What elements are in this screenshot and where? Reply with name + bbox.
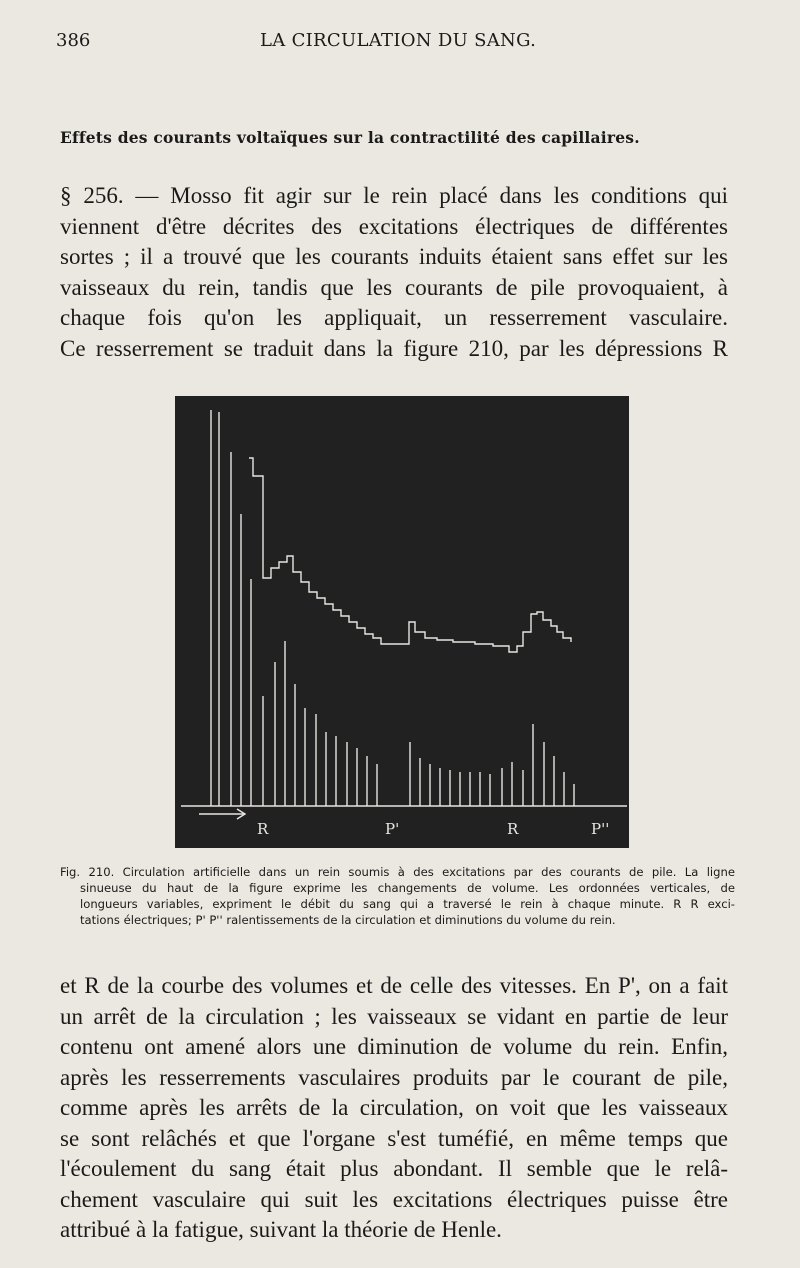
flow-ordinates xyxy=(211,410,574,806)
kymograph-trace xyxy=(175,396,629,848)
caption-line: sinueuse du haut de la figure exprime les changements de volume. Les ordonnées verticales, de xyxy=(80,881,735,895)
text-line: chaque fois qu'on les appliquait, un resserrement vasculaire. xyxy=(60,305,728,330)
text-line: se sont relâchés et que l'organe s'est tuméfié, en même temps que xyxy=(60,1125,728,1151)
figure-label-p2: P'' xyxy=(591,820,610,838)
figure-label-r2: R xyxy=(507,820,519,838)
text-line: l'écoulement du sang était plus abondant. Il semble que le relâ- xyxy=(60,1156,728,1181)
paragraph-2 xyxy=(60,971,728,1246)
text-line: un arrêt de la circulation ; les vaisseaux se vidant en partie de leur xyxy=(60,1003,728,1029)
figure-210 xyxy=(175,396,629,848)
figure-caption xyxy=(60,864,735,928)
text-line: sortes ; il a trouvé que les courants induits étaient sans effet sur les xyxy=(60,244,728,269)
text-line: viennent d'être décrites des excitations électriques de différentes xyxy=(60,213,728,239)
running-title: LA CIRCULATION DU SANG. xyxy=(260,30,537,51)
caption-line: longueurs variables, expriment le débit du sang qui a traversé le rein à chaque minute. R R exci- xyxy=(80,897,735,911)
text-line: et R de la courbe des volumes et de celle des vitesses. En P', on a fait xyxy=(60,973,728,998)
figure-label-r1: R xyxy=(257,820,269,838)
text-line: comme après les arrêts de la circulation, on voit que les vaisseaux xyxy=(60,1095,728,1120)
text-line: § 256. — Mosso fit agir sur le rein placé dans les conditions qui xyxy=(60,183,728,208)
text-line: chement vasculaire qui suit les excitations électriques puisse être xyxy=(60,1186,728,1212)
paragraph-1 xyxy=(60,181,728,364)
right-arrow-icon xyxy=(199,809,245,819)
page-number: 386 xyxy=(56,30,91,51)
running-head xyxy=(56,30,730,56)
text-line: après les resserrements vasculaires produits par le courant de pile, xyxy=(60,1064,728,1090)
text-line: vaisseaux du rein, tandis que les courants de pile provoquaient, à xyxy=(60,274,728,300)
text-line: Ce resserrement se traduit dans la figure 210, par les dépressions R xyxy=(60,335,728,361)
caption-line: Fig. 210. Circulation artificielle dans un rein soumis à des excitations par des courants de pile. La ligne xyxy=(60,865,735,879)
caption-line: tations électriques; P' P'' ralentissements de la circulation et diminutions du volume du rein. xyxy=(80,913,616,927)
figure-label-p1: P' xyxy=(385,820,400,838)
text-line: attribué à la fatigue, suivant la théorie de Henle. xyxy=(60,1217,502,1242)
text-line: contenu ont amené alors une diminution de volume du rein. Enfin, xyxy=(60,1034,728,1059)
volume-curve xyxy=(249,458,571,652)
section-heading: Effets des courants voltaïques sur la contractilité des capillaires. xyxy=(60,128,640,147)
